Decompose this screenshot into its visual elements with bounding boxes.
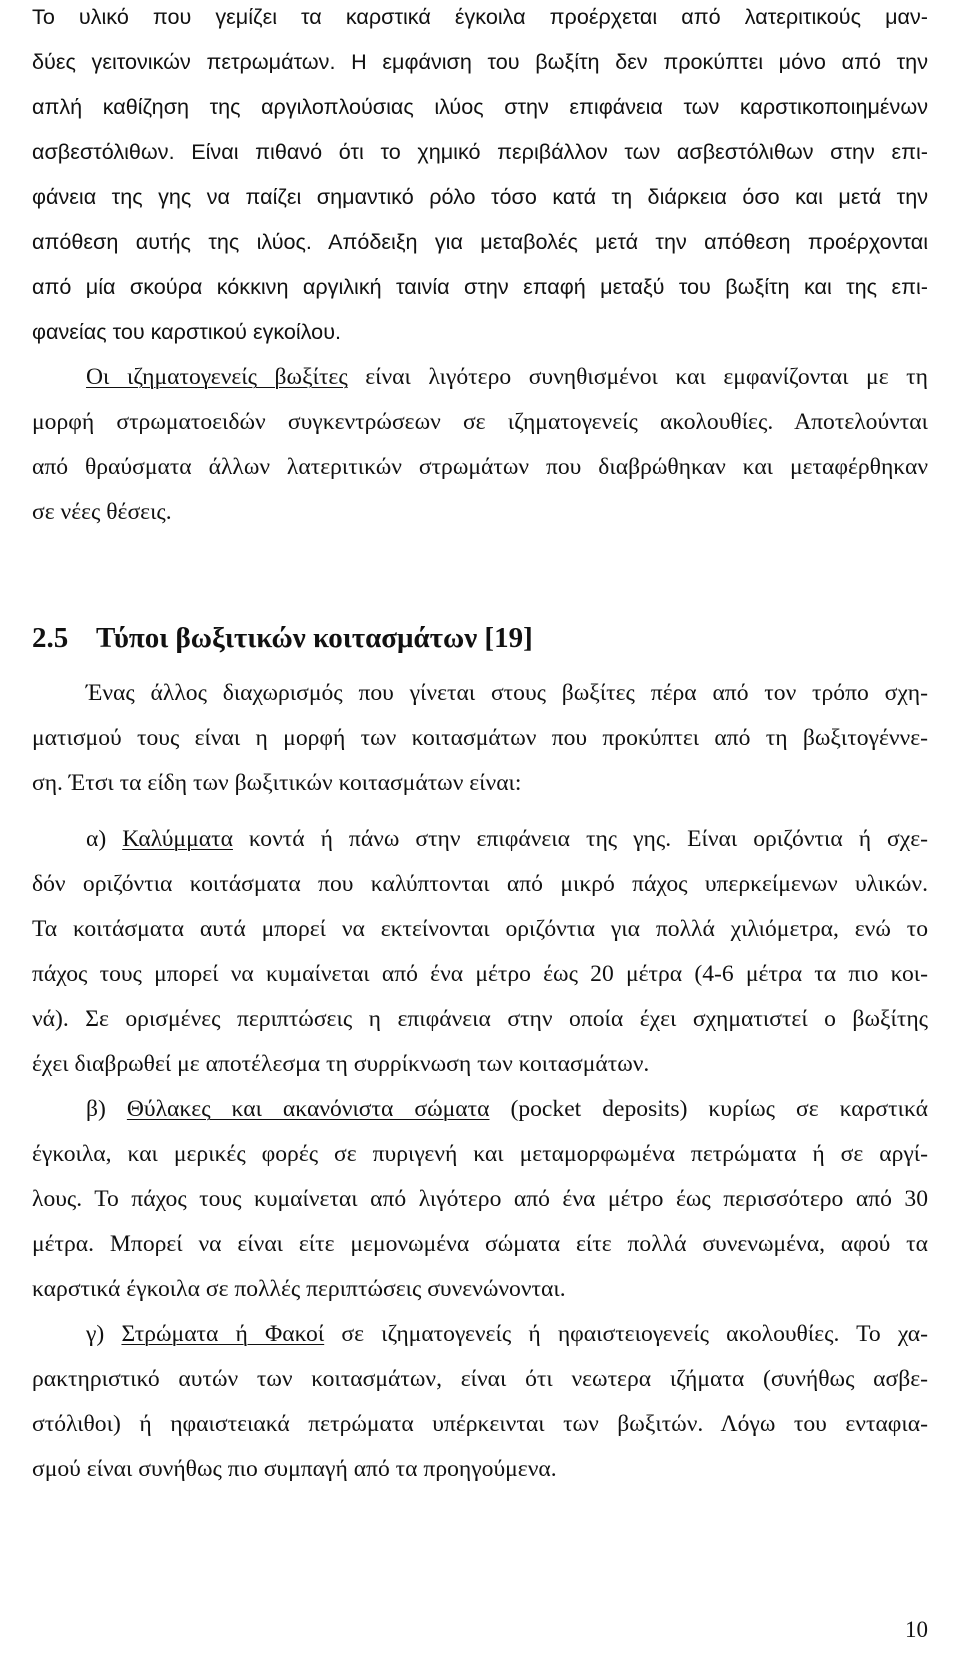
item-b-prefix: β) — [86, 1096, 127, 1122]
item-b-line: λους. Το πάχος τους κυμαίνεται από λιγότερο από ένα μέτρο έως περισσότερο από 30 — [32, 1186, 928, 1212]
paragraph-2-line-rest: είναι λιγότερο συνηθισμένοι και εμφανίζονται με τη — [347, 364, 928, 390]
item-c-line: ρακτηριστικό αυτών των κοιτασμάτων, είναι ότι νεωτερα ιζήματα (συνήθως ασβε- — [32, 1366, 928, 1392]
sedimentary-bauxites-term: Οι ιζηματογενείς βωξίτες — [86, 364, 348, 390]
paragraph-1-line: φάνεια της γης να παίζει σημαντικό ρόλο τόσο κατά τη διάρκεια όσο και μετά την — [32, 184, 928, 209]
intro-line: ση. Έτσι τα είδη των βωξιτικών κοιτασμάτων είναι: — [32, 770, 522, 796]
paragraph-2-line: από θραύσματα άλλων λατεριτικών στρωμάτων που διαβρώθηκαν και μεταφέρθηκαν — [32, 454, 928, 480]
item-a-line: δόν οριζόντια κοιτάσματα που καλύπτονται από μικρό πάχος υπερκείμενων υλικών. — [32, 871, 928, 897]
item-c-first-line — [86, 1320, 928, 1348]
paragraph-1-line: απλή καθίζηση της αργιλοπλούσιας ιλύος στην επιφάνεια των καρστικοποιημένων — [32, 94, 928, 119]
item-a-prefix: α) — [86, 826, 123, 852]
item-a-first-line — [86, 825, 928, 853]
item-b-line: έγκοιλα, και μερικές φορές σε πυριγενή και μεταμορφωμένα πετρώματα ή σε αργί- — [32, 1141, 928, 1167]
item-a-line: νά). Σε ορισμένες περιπτώσεις η επιφάνεια στην οποία έχει σχηματιστεί ο βωξίτης — [32, 1006, 928, 1032]
page-number: 10 — [905, 1617, 928, 1642]
item-a-term: Καλύμματα — [122, 826, 233, 852]
section-title: Τύποι βωξιτικών κοιτασμάτων [19] — [96, 622, 533, 654]
intro-line: ματισμού τους είναι η μορφή των κοιτασμάτων που προκύπτει από τη βωξιτογέννε- — [32, 725, 928, 751]
paragraph-2-first-line — [86, 363, 928, 391]
item-b-line-rest: (pocket deposits) κυρίως σε καρστικά — [489, 1096, 929, 1122]
item-b-line: μέτρα. Μπορεί να είναι είτε μεμονωμένα σώματα είτε πολλά συνενωμένα, αφού τα — [32, 1231, 928, 1257]
item-a-line: πάχος τους μπορεί να κυμαίνεται από ένα μέτρο έως 20 μέτρα (4-6 μέτρα τα πιο κοι- — [32, 961, 928, 987]
paragraph-1-line: δύες γειτονικών πετρωμάτων. Η εμφάνιση του βωξίτη δεν προκύπτει μόνο από την — [32, 49, 928, 74]
item-b-term: Θύλακες και ακανόνιστα σώματα — [126, 1096, 490, 1122]
paragraph-2-line: σε νέες θέσεις. — [32, 499, 172, 525]
item-c-term: Στρώματα ή Φακοί — [121, 1321, 325, 1347]
paragraph-1-line: ασβεστόλιθων. Είναι πιθανό ότι το χημικό περιβάλλον των ασβεστόλιθων στην επι- — [32, 139, 928, 164]
item-a-line: Τα κοιτάσματα αυτά μπορεί να εκτείνονται οριζόντια για πολλά χιλιόμετρα, ενώ το — [32, 916, 928, 942]
item-c-line: σμού είναι συνήθως πιο συμπαγή από τα προηγούμενα. — [32, 1456, 557, 1482]
paragraph-1-line: από μία σκούρα κόκκινη αργιλική ταινία στην επαφή μεταξύ του βωξίτη και της επι- — [32, 274, 928, 299]
section-heading — [32, 620, 533, 656]
intro-line: Ένας άλλος διαχωρισμός που γίνεται στους βωξίτες πέρα από τον τρόπο σχη- — [86, 680, 928, 706]
item-a-line: έχει διαβρωθεί με αποτέλεσμα τη συρρίκνωση των κοιτασμάτων. — [32, 1051, 650, 1077]
item-c-line: στόλιθοι) ή ηφαιστειακά πετρώματα υπέρκεινται των βωξιτών. Λόγω του ενταφια- — [32, 1411, 928, 1437]
section-number: 2.5 — [32, 622, 69, 654]
item-c-prefix: γ) — [86, 1321, 122, 1347]
item-a-line-rest: κοντά ή πάνω στην επιφάνεια της γης. Είναι οριζόντια ή σχε- — [232, 826, 928, 852]
paragraph-1-line: Το υλικό που γεμίζει τα καρστικά έγκοιλα προέρχεται από λατεριτικούς μαν- — [32, 4, 928, 29]
paragraph-1-line: απόθεση αυτής της ιλύος. Απόδειξη για μεταβολές μετά την απόθεση προέρχονται — [32, 229, 928, 254]
item-c-line-rest: σε ιζηματογενείς ή ηφαιστειογενείς ακολουθίες. Το χα- — [324, 1321, 928, 1347]
paragraph-1-line: φανείας του καρστικού εγκοίλου. — [32, 319, 341, 344]
item-b-first-line — [86, 1095, 928, 1123]
item-b-line: καρστικά έγκοιλα σε πολλές περιπτώσεις συνενώνονται. — [32, 1276, 566, 1302]
paragraph-2-line: μορφή στρωματοειδών συγκεντρώσεων σε ιζηματογενείς ακολουθίες. Αποτελούνται — [32, 409, 928, 435]
